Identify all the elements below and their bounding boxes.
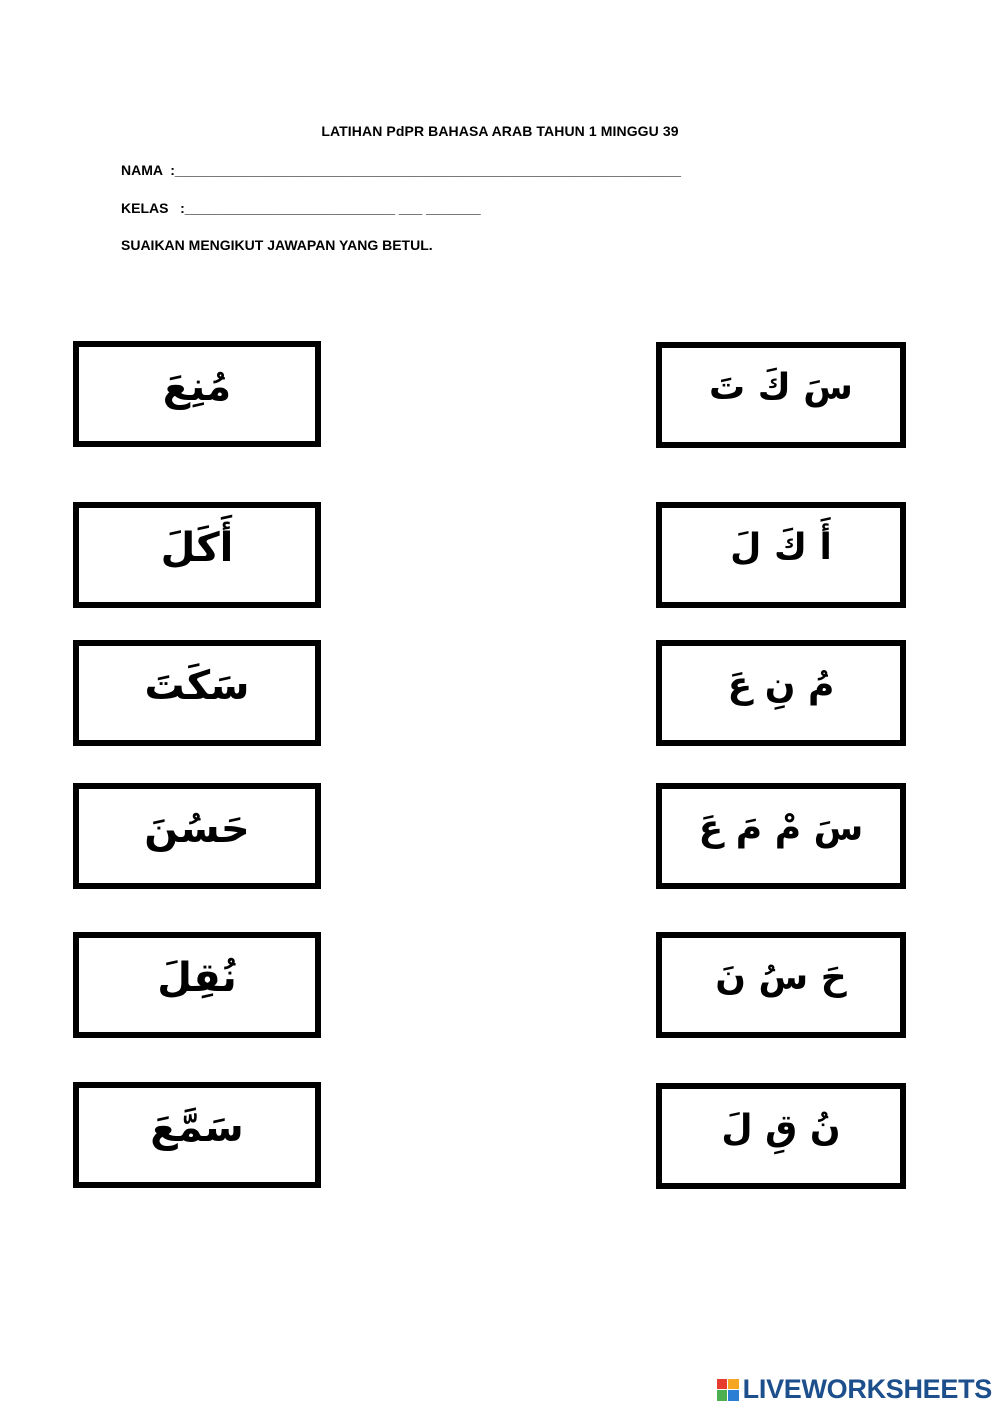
right-letters-box-3[interactable]: [656, 640, 906, 746]
left-word-5: نُقِلَ: [157, 955, 237, 1001]
left-word-box-2[interactable]: [73, 502, 321, 608]
left-word-4: حَسُنَ: [144, 806, 250, 852]
left-word-box-4[interactable]: [73, 783, 321, 889]
right-letters-4: سَ مْ مَ عَ: [698, 808, 864, 849]
left-word-6: سَمَّعَ: [150, 1105, 244, 1151]
left-word-box-6[interactable]: [73, 1082, 321, 1188]
right-letters-box-1[interactable]: [656, 342, 906, 448]
right-letters-box-6[interactable]: [656, 1083, 906, 1189]
worksheet-title: LATIHAN PdPR BAHASA ARAB TAHUN 1 MINGGU 39: [321, 123, 679, 139]
right-letters-3: مُ نِ عَ: [727, 665, 835, 706]
liveworksheets-logo-icon: [717, 1379, 739, 1401]
left-word-box-5[interactable]: [73, 932, 321, 1038]
right-letters-box-5[interactable]: [656, 932, 906, 1038]
left-word-box-3[interactable]: [73, 640, 321, 746]
class-field[interactable]: KELAS :___________________________ ___ _______: [121, 200, 481, 216]
right-letters-2: أَ كَ لَ: [730, 527, 832, 568]
right-letters-box-2[interactable]: [656, 502, 906, 608]
left-word-2: أَكَلَ: [160, 525, 234, 571]
left-word-1: مُنِعَ: [162, 364, 232, 410]
right-letters-1: سَ كَ تَ: [709, 367, 853, 408]
right-letters-5: حَ سُ نَ: [715, 957, 847, 998]
name-field[interactable]: NAMA :_________________________________________________________________: [121, 162, 682, 178]
left-word-box-1[interactable]: [73, 341, 321, 447]
left-word-3: سَكَتَ: [144, 663, 250, 709]
instruction-text: SUAIKAN MENGIKUT JAWAPAN YANG BETUL.: [121, 237, 433, 253]
liveworksheets-logo: [717, 1374, 992, 1405]
right-letters-box-4[interactable]: [656, 783, 906, 889]
right-letters-6: نُ قِ لَ: [721, 1108, 841, 1149]
brand-name: LIVEWORKSHEETS: [742, 1374, 992, 1404]
